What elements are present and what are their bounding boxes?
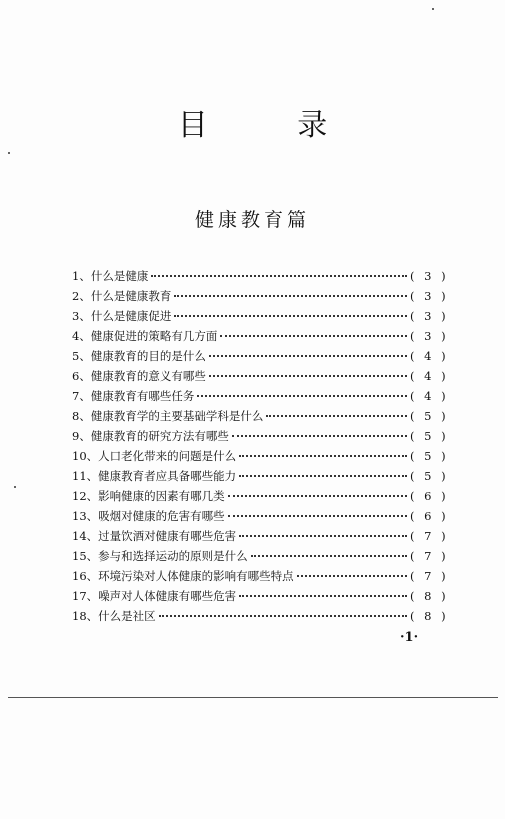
toc-entry-page: ( 6 ) xyxy=(410,509,449,523)
toc-leader-dots xyxy=(228,515,407,517)
toc-leader-dots xyxy=(232,435,407,437)
toc-entry-page: ( 5 ) xyxy=(410,449,449,463)
toc-entry-page: ( 4 ) xyxy=(410,389,449,403)
toc-entry-label: 16、环境污染对人体健康的影响有哪些特点 xyxy=(72,569,294,583)
toc-entry-page: ( 4 ) xyxy=(410,349,449,363)
toc-entry-page: ( 5 ) xyxy=(410,469,449,483)
toc-entry xyxy=(72,586,448,606)
toc-entry-page: ( 7 ) xyxy=(410,529,449,543)
toc-leader-dots xyxy=(174,295,407,297)
toc-entry-label: 12、影响健康的因素有哪几类 xyxy=(72,489,225,503)
toc-entry-label: 6、健康教育的意义有哪些 xyxy=(72,369,206,383)
toc-entry-label: 11、健康教育者应具备哪些能力 xyxy=(72,469,237,483)
section-title: 健康教育篇 xyxy=(194,209,310,231)
toc-leader-dots xyxy=(239,535,407,537)
toc-entry xyxy=(72,366,448,386)
toc-entry-page: ( 3 ) xyxy=(410,269,449,283)
toc-entry-page: ( 3 ) xyxy=(410,289,449,303)
toc-entry xyxy=(72,266,448,286)
toc-entry-label: 1、什么是健康 xyxy=(72,269,149,283)
toc-entry xyxy=(72,346,448,366)
toc-leader-dots xyxy=(209,375,407,377)
toc-entry xyxy=(72,506,448,526)
page-number: ·1· xyxy=(400,630,419,645)
toc-entry-page: ( 3 ) xyxy=(410,309,449,323)
toc-entry-label: 10、人口老化带来的问题是什么 xyxy=(72,449,237,463)
toc-leader-dots xyxy=(297,575,407,577)
toc-entry xyxy=(72,406,448,426)
toc-entry-label: 3、什么是健康促进 xyxy=(72,309,172,323)
toc-entry-label: 14、过量饮酒对健康有哪些危害 xyxy=(72,529,237,543)
toc-entry xyxy=(72,446,448,466)
scan-speck xyxy=(14,486,16,488)
toc-leader-dots xyxy=(239,475,407,477)
toc-entry xyxy=(72,306,448,326)
toc-entry-label: 8、健康教育学的主要基础学科是什么 xyxy=(72,409,264,423)
toc-entry-page: ( 6 ) xyxy=(410,489,449,503)
toc-entry-page: ( 5 ) xyxy=(410,429,449,443)
toc-leader-dots xyxy=(197,395,407,397)
toc-entry-page: ( 3 ) xyxy=(410,329,449,343)
toc-leader-dots xyxy=(174,315,407,317)
toc-leader-dots xyxy=(239,455,407,457)
toc-entry-page: ( 8 ) xyxy=(410,589,449,603)
toc-entry-label: 9、健康教育的研究方法有哪些 xyxy=(72,429,229,443)
toc-leader-dots xyxy=(266,415,407,417)
toc-entry xyxy=(72,466,448,486)
toc-leader-dots xyxy=(239,595,407,597)
toc-entry-page: ( 7 ) xyxy=(410,549,449,563)
toc-entry xyxy=(72,426,448,446)
toc-entry-label: 18、什么是社区 xyxy=(72,609,156,623)
scan-speck xyxy=(8,152,10,154)
toc-leader-dots xyxy=(209,355,407,357)
toc-leader-dots xyxy=(159,615,407,617)
toc-entry-page: ( 4 ) xyxy=(410,369,449,383)
toc-entry xyxy=(72,386,448,406)
toc-entry xyxy=(72,546,448,566)
toc-entry-label: 2、什么是健康教育 xyxy=(72,289,172,303)
toc-leader-dots xyxy=(220,335,407,337)
toc-entry-page: ( 8 ) xyxy=(410,609,449,623)
toc-entry-label: 13、吸烟对健康的危害有哪些 xyxy=(72,509,225,523)
toc-entry-label: 4、健康促进的策略有几方面 xyxy=(72,329,218,343)
toc-entry-page: ( 7 ) xyxy=(410,569,449,583)
scan-speck xyxy=(432,8,434,10)
toc-leader-dots xyxy=(151,275,407,277)
toc-entry xyxy=(72,526,448,546)
toc-entry xyxy=(72,326,448,346)
toc-entry-page: ( 5 ) xyxy=(410,409,449,423)
toc-leader-dots xyxy=(251,555,407,557)
toc-entry xyxy=(72,566,448,586)
toc-leader-dots xyxy=(228,495,407,497)
table-of-contents xyxy=(72,266,448,626)
toc-entry-label: 7、健康教育有哪些任务 xyxy=(72,389,195,403)
toc-entry xyxy=(72,286,448,306)
toc-entry xyxy=(72,486,448,506)
toc-entry xyxy=(72,606,448,626)
toc-entry-label: 15、参与和选择运动的原则是什么 xyxy=(72,549,248,563)
toc-entry-label: 5、健康教育的目的是什么 xyxy=(72,349,206,363)
page-bottom-rule xyxy=(8,697,498,698)
page-title: 目 录 xyxy=(177,108,368,143)
toc-entry-label: 17、噪声对人体健康有哪些危害 xyxy=(72,589,237,603)
